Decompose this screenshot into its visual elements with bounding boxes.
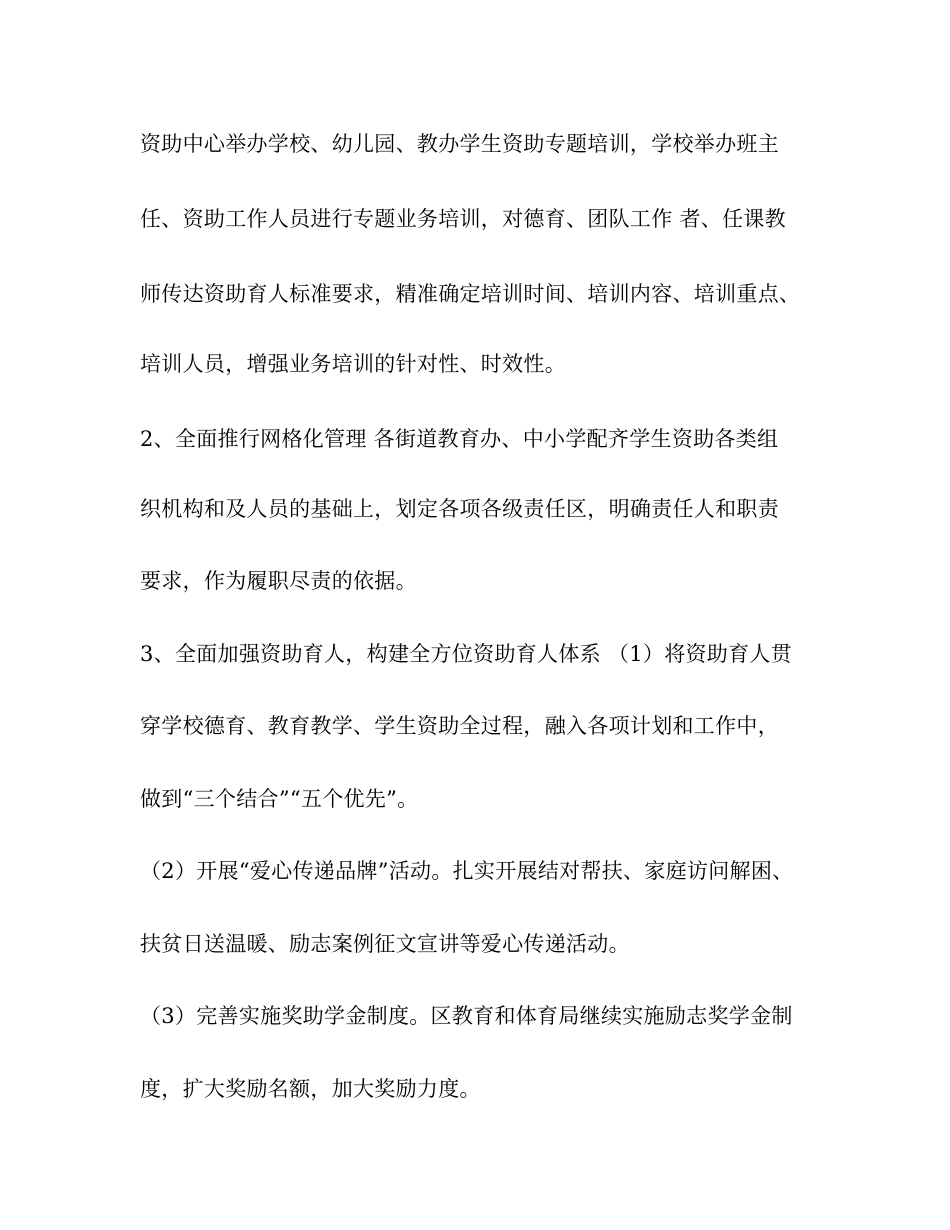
text-line: 穿学校德育、教育教学、学生资助全过程，融入各项计划和工作中， [140, 714, 779, 738]
text-line: （3）完善实施奖助学金制度。区教育和体育局继续实施励志奖学金制 [140, 1004, 793, 1028]
text-line: 织机构和及人员的基础上，划定各项各级责任区，明确责任人和职责 [140, 497, 779, 521]
text-line: 做到“三个结合”“五个优先”。 [140, 787, 419, 811]
text-line: 任、资助工作人员进行专题业务培训，对德育、团队工作 者、任课教 [140, 207, 786, 231]
text-line: （2）开展“爱心传递品牌”活动。扎实开展结对帮扶、家庭访问解困、 [140, 859, 794, 883]
text-line: 师传达资助育人标准要求，精准确定培训时间、培训内容、培训重点、 [140, 282, 801, 306]
text-line: 3、全面加强资助育人，构建全方位资助育人体系 （1）将资助育人贯 [140, 642, 792, 666]
text-line: 2、全面推行网格化管理 各街道教育办、中小学配齐学生资助各类组 [140, 427, 779, 451]
text-line: 扶贫日送温暖、励志案例征文宣讲等爱心传递活动。 [140, 932, 630, 956]
text-line: 培训人员，增强业务培训的针对性、时效性。 [140, 352, 566, 376]
text-line: 资助中心举办学校、幼儿园、教办学生资助专题培训，学校举办班主 [140, 132, 779, 156]
text-line: 要求，作为履职尽责的依据。 [140, 569, 417, 593]
text-line: 度，扩大奖励名额，加大奖励力度。 [140, 1077, 481, 1101]
